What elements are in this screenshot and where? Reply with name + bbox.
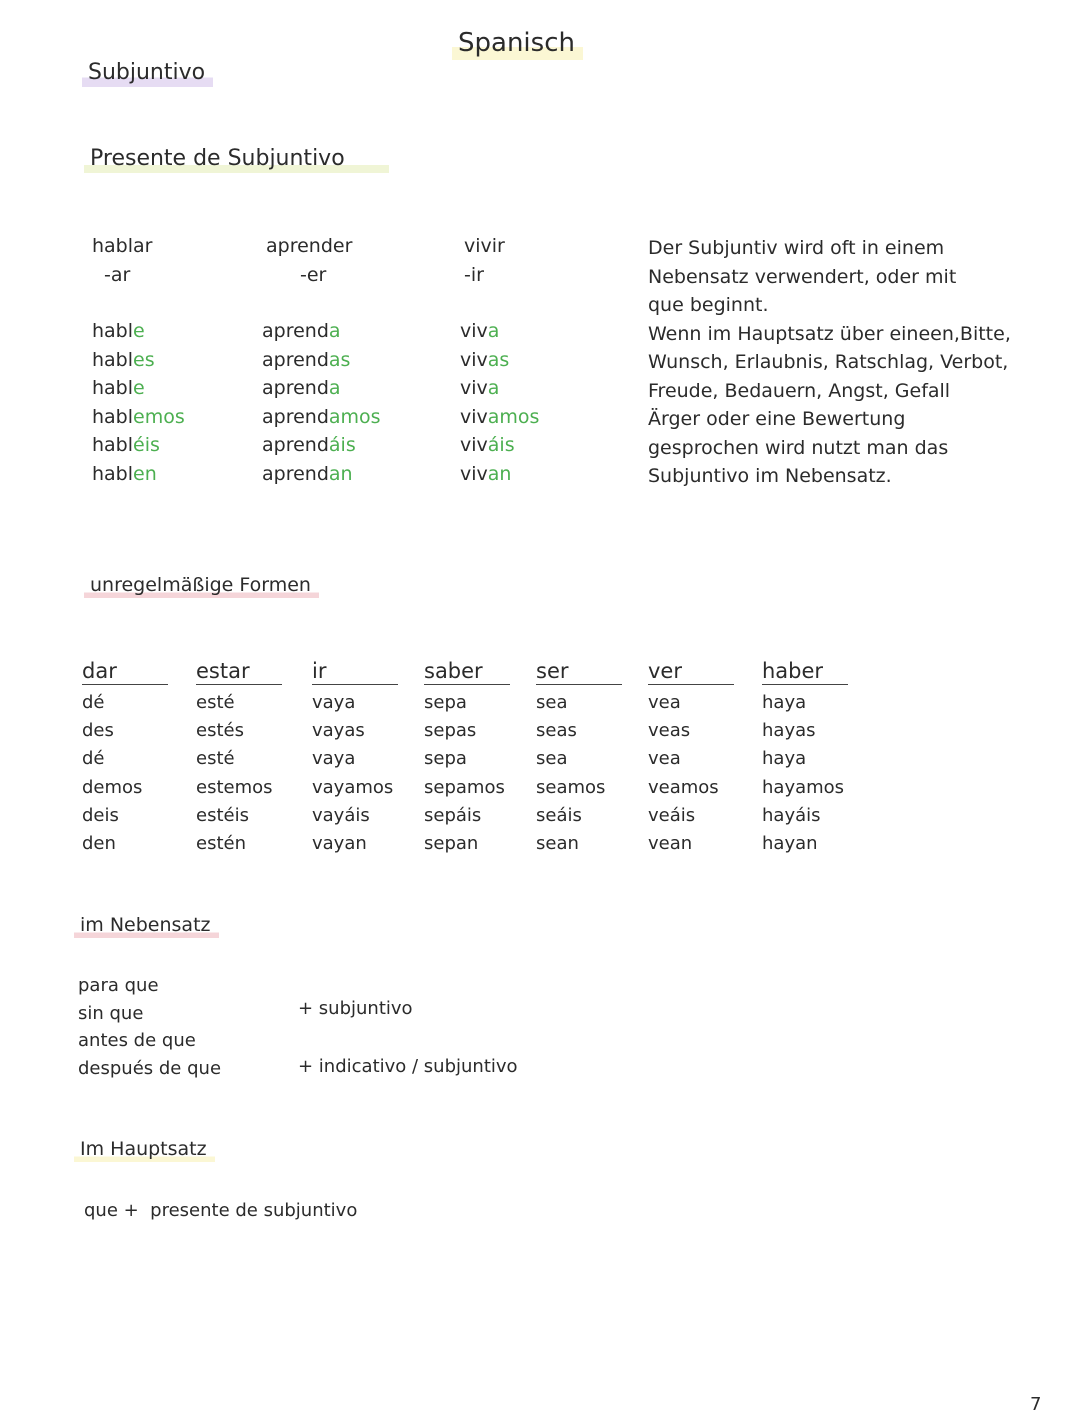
subsection-title: Presente de Subjuntivo [84,146,389,173]
form-row: vivan [460,462,512,485]
form-row: aprenda [262,320,341,342]
usage-note [648,234,1068,491]
form: esté [196,748,235,770]
form-row: hablemos [92,405,185,428]
form: sea [536,748,568,770]
irregular-title: unregelmäßige Formen [84,574,319,598]
form: veáis [648,804,696,826]
form: vea [648,748,681,770]
form: sea [536,692,568,713]
form-row: viváis [460,434,515,456]
form: sean [536,832,579,854]
rule-indicativo-subjuntivo: + indicativo / subjuntivo [298,1056,518,1077]
note-line: Der Subjuntiv wird oft in einem [648,237,945,259]
ending-label: -er [300,263,327,286]
form-row: vivas [460,348,510,371]
page-number: 7 [1030,1394,1042,1415]
irregular-dar [82,658,168,858]
conjunction: antes de que [78,1030,196,1051]
conjunction: después de que [78,1057,222,1079]
form: sepan [424,832,479,854]
form: vean [648,832,693,854]
form: vaya [312,692,356,713]
ending-label: -ar [104,263,131,286]
conjugation-aprender [262,232,381,488]
irregular-haber [762,658,848,858]
form-row: viva [460,377,500,399]
note-line: Subjuntivo im Nebensatz. [648,465,892,487]
form-row: aprendamos [262,405,381,428]
form: veas [648,720,691,742]
conjunction-list [78,972,221,1082]
form: hayamos [762,776,845,798]
verb-header: ir [312,658,398,685]
infinitive: hablar [92,235,153,257]
form: estéis [196,804,249,826]
form: dé [82,692,105,713]
note-line: Nebensatz verwendert, oder mit [648,265,957,288]
form: demos [82,776,143,798]
conjugation-vivir [460,232,539,488]
form: estemos [196,776,273,798]
note-line: Ärger oder eine Bewertung [648,408,906,430]
form: des [82,720,114,742]
form: sepáis [424,804,482,826]
verb-header: ser [536,658,622,685]
form: sepamos [424,776,505,798]
infinitive: vivir [464,235,505,257]
form-row: hable [92,320,145,342]
note-line: gesprochen wird nutzt man das [648,436,949,459]
conjunction: para que [78,975,159,996]
form-row: vivamos [460,405,540,428]
form: sepa [424,748,467,770]
form: esté [196,692,235,713]
page-title: Spanisch [452,28,583,60]
nebensatz-title: im Nebensatz [74,914,219,938]
form: estén [196,832,246,854]
form: hayan [762,832,818,854]
conjugation-hablar [92,232,185,488]
infinitive: aprender [266,235,353,257]
form: haya [762,692,807,713]
form-row: hables [92,348,155,371]
ending-label: -ir [464,263,484,286]
form-row: aprendáis [262,434,356,456]
form: vayan [312,832,367,854]
form-row: habléis [92,434,160,456]
form: seamos [536,776,606,798]
form: deis [82,804,119,826]
form: sepas [424,720,477,742]
form: estés [196,720,244,742]
form-row: hable [92,377,145,399]
note-line: Wunsch, Erlaubnis, Ratschlag, Verbot, [648,351,1009,373]
verb-header: ver [648,658,734,685]
form: hayas [762,720,816,742]
form-row: hablen [92,462,157,485]
form-row: viva [460,320,500,342]
rule-subjuntivo: + subjuntivo [298,998,413,1019]
hauptsatz-title: Im Hauptsatz [74,1138,215,1162]
form: seas [536,720,577,742]
form: haya [762,748,807,770]
conjunction: sin que [78,1002,144,1024]
verb-header: dar [82,658,168,685]
form: vayas [312,720,365,742]
form: dé [82,748,105,770]
verb-header: saber [424,658,510,685]
section-title: Subjuntivo [82,60,213,87]
form: hayáis [762,804,821,826]
note-line: Freude, Bedauern, Angst, Gefall [648,379,951,402]
irregular-ser [536,658,622,858]
form-row: aprendas [262,348,351,371]
irregular-ir [312,658,398,858]
verb-header: haber [762,658,848,685]
form: vaya [312,748,356,770]
irregular-estar [196,658,282,858]
form-row: aprenda [262,377,341,399]
form: seáis [536,804,582,826]
verb-header: estar [196,658,282,685]
form-row: aprendan [262,462,353,485]
note-line: que beginnt. [648,294,769,316]
form: sepa [424,692,467,713]
form: vayamos [312,776,394,798]
irregular-ver [648,658,734,858]
form: den [82,832,116,854]
hauptsatz-rule: que + presente de subjuntivo [84,1200,358,1221]
irregular-saber [424,658,510,858]
form: vea [648,692,681,713]
form: vayáis [312,804,370,826]
form: veamos [648,776,719,798]
note-line: Wenn im Hauptsatz über eineen,Bitte, [648,322,1011,345]
